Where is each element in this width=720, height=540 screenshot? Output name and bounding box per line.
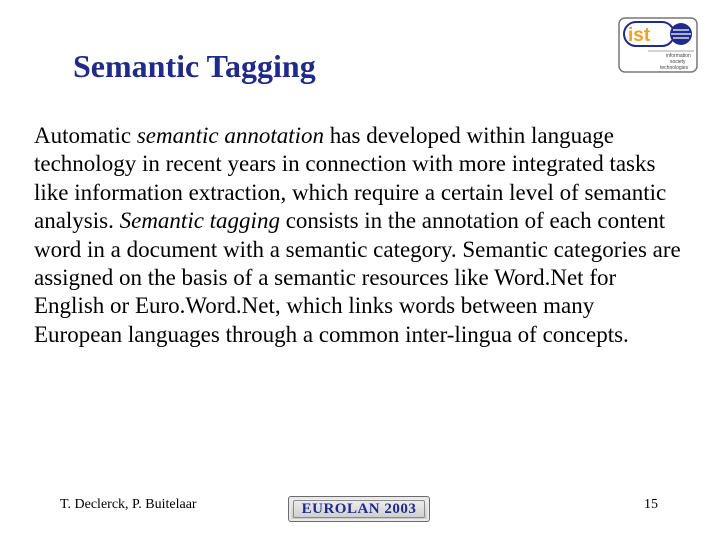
body-run-italic: semantic annotation	[136, 123, 325, 148]
logo-text: ist	[628, 25, 651, 46]
eurolan-label: EUROLAN 2003	[293, 500, 425, 518]
logo-line-1: information	[666, 53, 691, 59]
slide-title: Semantic Tagging	[73, 48, 316, 84]
body-run-italic: Semantic tagging	[119, 208, 280, 234]
ist-logo	[618, 17, 698, 73]
footer-authors: T. Declerck, P. Buitelaar	[60, 497, 197, 512]
body-run: Automatic	[34, 123, 137, 148]
body-run: consists in the annotation of each content word in a document with a semantic category. Semantic categories are assigned on the basis of a semantic resources like Word.Net for English or Euro.Word.Net, which links words between many European languages through a common inter-lingua of concepts.	[34, 208, 681, 347]
logo-line-3: technologies	[660, 65, 689, 71]
body-run: has developed within language technology in recent years in connection with more integrated tasks like information extraction, which require a certain level of semantic analysis.	[34, 123, 667, 234]
page-number: 15	[644, 497, 658, 512]
eurolan-badge	[288, 496, 430, 522]
logo-line-2: society	[670, 59, 686, 65]
slide-body	[34, 122, 684, 349]
